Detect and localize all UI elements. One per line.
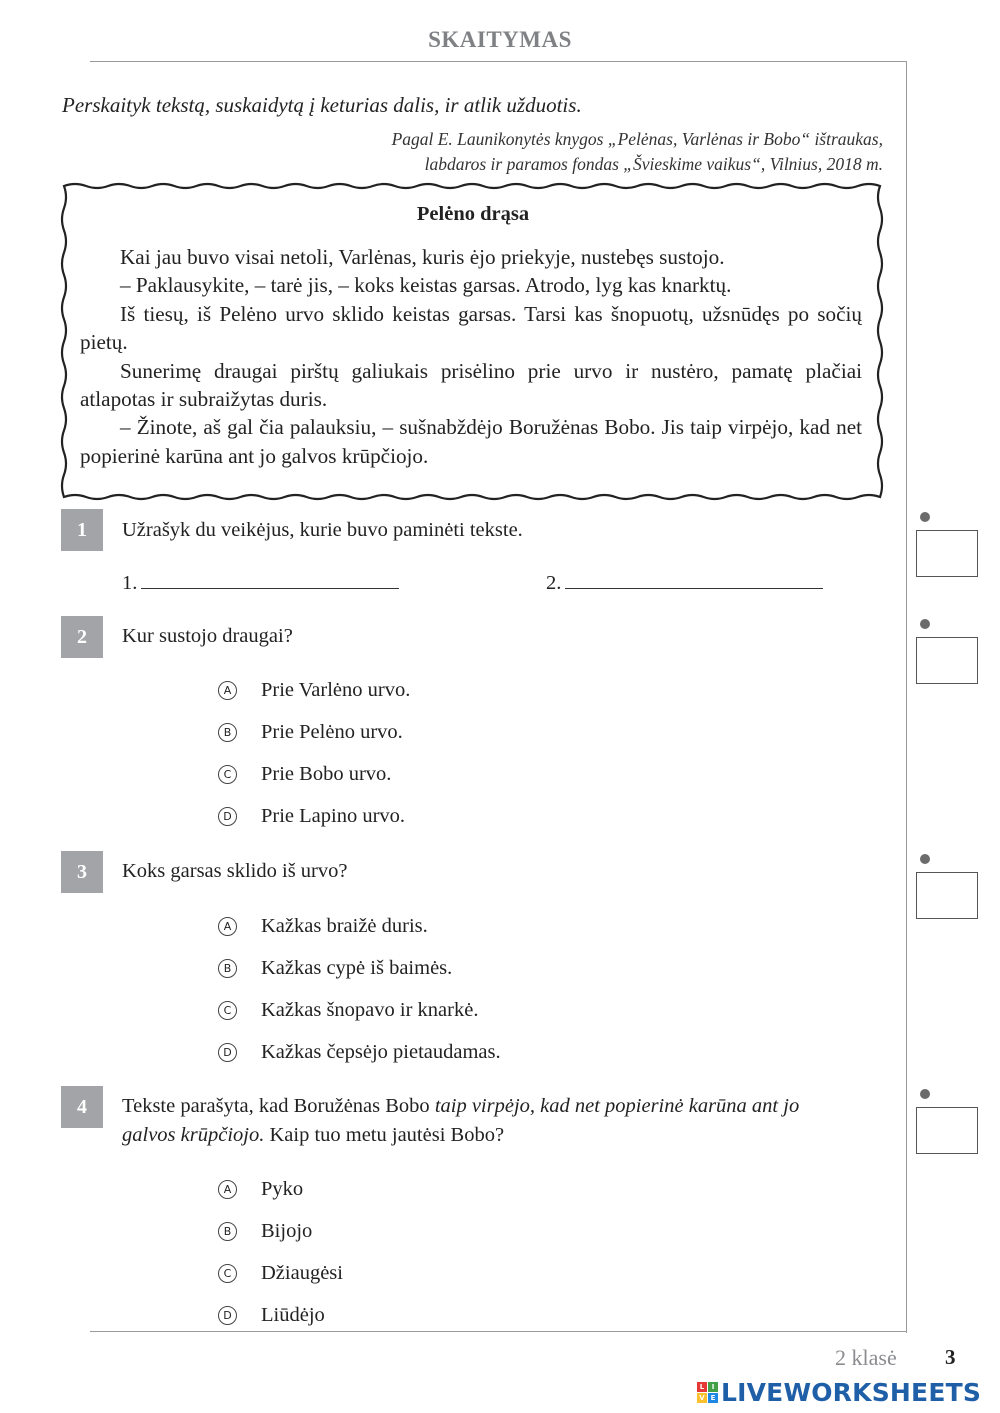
- right-rule: [906, 61, 907, 1333]
- option-letter-circle: D: [218, 1306, 237, 1325]
- option-2c[interactable]: [218, 763, 391, 786]
- option-text: Prie Bobo urvo.: [261, 763, 392, 785]
- story-paragraph: – Paklausykite, – tarė jis, – koks keistas garsas. Atrodo, lyg kas knarktų.: [120, 273, 732, 298]
- question-text-4: [122, 1092, 892, 1150]
- question-number-1: 1: [61, 509, 103, 551]
- option-letter-circle: C: [218, 1264, 237, 1283]
- option-letter-circle: C: [218, 1001, 237, 1020]
- option-text: Kažkas braižė duris.: [261, 915, 428, 937]
- option-letter-circle: D: [218, 1043, 237, 1062]
- question-text-4-part: Kaip tuo metu jautėsi Bobo?: [264, 1124, 505, 1146]
- logo-tile: E: [708, 1393, 718, 1403]
- option-letter-circle: B: [218, 723, 237, 742]
- answer-line-2: [546, 570, 823, 595]
- question-number-4: 4: [61, 1086, 103, 1128]
- source-line-2: labdaros ir paramos fondas „Švieskime vaikus“, Vilnius, 2018 m.: [424, 154, 883, 174]
- option-letter-circle: A: [218, 681, 237, 700]
- bottom-rule: [90, 1331, 907, 1332]
- option-letter-circle: A: [218, 917, 237, 936]
- source-line-1: Pagal E. Launikonytės knygos „Pelėnas, Varlėnas ir Bobo“ ištraukas,: [391, 129, 883, 149]
- option-3c[interactable]: [218, 999, 478, 1022]
- answer-line-1: [122, 570, 399, 595]
- option-letter-circle: C: [218, 765, 237, 784]
- score-dot-4: [920, 1089, 930, 1099]
- question-text-1: Užrašyk du veikėjus, kurie buvo paminėti tekste.: [122, 519, 523, 541]
- score-dot-3: [920, 854, 930, 864]
- answer-label-2: 2.: [546, 572, 562, 594]
- question-text-2: Kur sustojo draugai?: [122, 625, 293, 647]
- option-2a[interactable]: [218, 679, 410, 702]
- option-text: Bijojo: [261, 1220, 313, 1242]
- story-title: Pelėno drąsa: [416, 203, 530, 225]
- option-letter-circle: B: [218, 1222, 237, 1241]
- grade-label: 2 klasė: [835, 1345, 897, 1370]
- question-number-3: 3: [61, 851, 103, 893]
- logo-tile: V: [697, 1393, 707, 1403]
- page-header: SKAITYMAS: [428, 27, 572, 52]
- option-3b[interactable]: [218, 957, 452, 980]
- question-text-3: Koks garsas sklido iš urvo?: [122, 860, 348, 882]
- logo-tile: I: [708, 1382, 718, 1392]
- question-text-4-line-1: [122, 1092, 892, 1121]
- option-3d[interactable]: [218, 1041, 501, 1064]
- option-letter-circle: A: [218, 1180, 237, 1199]
- question-text-4-line-2: [122, 1121, 892, 1150]
- option-text: Prie Lapino urvo.: [261, 805, 406, 827]
- answer-label-1: 1.: [122, 572, 138, 594]
- option-letter-circle: B: [218, 959, 237, 978]
- score-box-1[interactable]: [916, 530, 978, 577]
- option-4d[interactable]: [218, 1304, 325, 1327]
- option-4c[interactable]: [218, 1262, 343, 1285]
- question-text-4-quote: galvos krūpčiojo.: [122, 1124, 265, 1146]
- option-3a[interactable]: [218, 915, 428, 938]
- liveworksheets-logo: [697, 1378, 981, 1407]
- answer-field-1[interactable]: [141, 570, 399, 589]
- question-number-2: 2: [61, 616, 103, 658]
- page-number: 3: [945, 1345, 956, 1369]
- option-4a[interactable]: [218, 1178, 303, 1201]
- story-paragraph: – Žinote, aš gal čia palauksiu, – sušnabždėjo Boružėnas Bobo. Jis taip virpėjo, kad net popierinė karūna ant jo galvos krūpčiojo.: [80, 415, 862, 468]
- score-box-3[interactable]: [916, 872, 978, 919]
- liveworksheets-logo-icon: [697, 1382, 718, 1403]
- question-text-4-quote: taip virpėjo, kad net popierinė karūna ant jo: [434, 1095, 800, 1117]
- liveworksheets-wordmark: LIVEWORKSHEETS: [721, 1378, 982, 1407]
- option-text: Prie Pelėno urvo.: [261, 721, 403, 743]
- option-text: Džiaugėsi: [261, 1262, 343, 1284]
- score-box-2[interactable]: [916, 637, 978, 684]
- option-2d[interactable]: [218, 805, 405, 828]
- score-box-4[interactable]: [916, 1107, 978, 1154]
- story-paragraph: Sunerimę draugai pirštų galiukais prisėlino prie urvo ir nustėro, pamatę plačiai atlapotas ir subraižytas duris.: [80, 358, 862, 412]
- score-dot-2: [920, 619, 930, 629]
- story-paragraph: Kai jau buvo visai netoli, Varlėnas, kuris ėjo priekyje, nustebęs sustojo.: [120, 245, 725, 269]
- question-text-4-part: Tekste parašyta, kad Boružėnas Bobo: [122, 1095, 435, 1117]
- option-text: Kažkas šnopavo ir knarkė.: [261, 999, 479, 1021]
- instruction-text: Perskaityk tekstą, suskaidytą į keturias dalis, ir atlik užduotis.: [62, 93, 582, 117]
- logo-tile: L: [697, 1382, 707, 1392]
- score-dot-1: [920, 512, 930, 522]
- story-paragraph: Iš tiesų, iš Pelėno urvo sklido keistas garsas. Tarsi kas šnopuotų, užsnūdęs po sočių pietų.: [80, 301, 862, 355]
- option-text: Prie Varlėno urvo.: [261, 679, 411, 701]
- option-4b[interactable]: [218, 1220, 312, 1243]
- option-text: Kažkas čepsėjo pietaudamas.: [261, 1041, 501, 1063]
- source-citation: [392, 127, 883, 177]
- option-2b[interactable]: [218, 721, 403, 744]
- story-text: [80, 243, 862, 470]
- option-text: Liūdėjo: [261, 1304, 325, 1326]
- top-rule: [90, 61, 907, 62]
- option-text: Kažkas cypė iš baimės.: [261, 957, 453, 979]
- option-letter-circle: D: [218, 807, 237, 826]
- answer-field-2[interactable]: [565, 570, 823, 589]
- option-text: Pyko: [261, 1178, 304, 1200]
